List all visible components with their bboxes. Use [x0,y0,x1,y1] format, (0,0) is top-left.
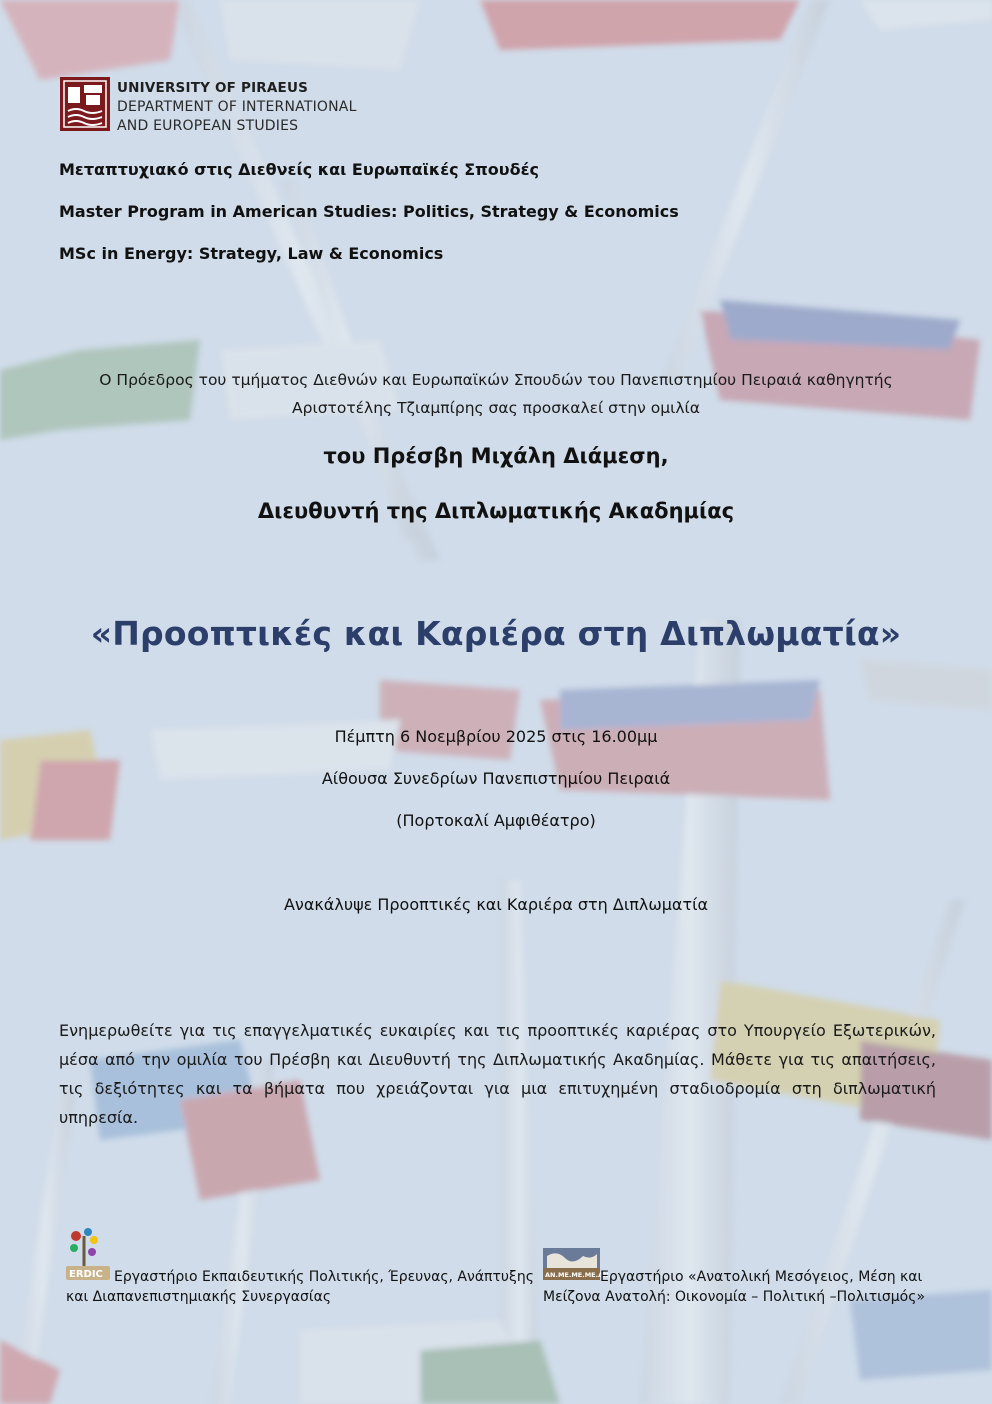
department-name-line1: DEPARTMENT OF INTERNATIONAL [117,99,357,115]
program-title-1: Μεταπτυχιακό στις Διεθνείς και Ευρωπαϊκές Σπουδές [59,160,539,179]
program-title-3: MSc in Energy: Strategy, Law & Economics [59,244,444,263]
event-description: Ενημερωθείτε για τις επαγγελματικές ευκαιρίες και τις προοπτικές καριέρας στο Υπουργείο Εξωτερικών, μέσα από την ομιλία του Πρέσβη και Διευθυντή της Διπλωματικής Ακαδημίας. Μάθετε για τις απαιτήσεις, τις δεξιότητες και τα βήματα που χρειάζονται για μια επιτυχημένη σταδιοδρομία στη διπλωματική υπηρεσία. [59,1021,936,1127]
department-name-line2: AND EUROPEAN STUDIES [117,118,299,134]
erdic-name-line2: και Διαπανεπιστημιακής Συνεργασίας [66,1289,332,1305]
east-med-lab-logo-icon [543,1248,612,1280]
erdic-name-line1: Εργαστήριο Εκπαιδευτικής Πολιτικής, Έρευνας, Ανάπτυξης [114,1269,534,1285]
event-venue: Αίθουσα Συνεδρίων Πανεπιστημίου Πειραιά [321,769,671,788]
invitation-text [40,366,952,422]
university-crest-icon [60,77,110,131]
speaker-name: του Πρέσβη Μιχάλη Διάμεση, [323,444,669,468]
east-med-lab-name-line2: Μείζονα Ανατολή: Οικονομία – Πολιτική –Πολιτισμός» [543,1289,926,1305]
program-title-2: Master Program in American Studies: Politics, Strategy & Economics [59,202,679,221]
university-name: UNIVERSITY OF PIRAEUS [117,80,309,96]
event-date-time: Πέμπτη 6 Νοεμβρίου 2025 στις 16.00μμ [334,727,658,746]
event-room: (Πορτοκαλί Αμφιθέατρο) [396,811,596,830]
invitation-line-2: Αριστοτέλης Τζιαμπίρης σας προσκαλεί στην ομιλία [292,399,700,417]
speaker-role: Διευθυντή της Διπλωματικής Ακαδημίας [257,499,735,523]
university-logo [60,77,380,133]
erdic-logo-icon [66,1228,110,1280]
lecture-title: «Προοπτικές και Καριέρα στη Διπλωματία» [90,614,902,653]
east-med-lab-name-line1: Εργαστήριο «Ανατολική Μεσόγειος, Μέση και [600,1269,923,1285]
erdic-logo-text: ERDIC [69,1269,103,1280]
invitation-line-1: Ο Πρόεδρος του τμήματος Διεθνών και Ευρωπαϊκών Σπουδών του Πανεπιστημίου Πειραιά καθηγητής [99,371,893,389]
event-tagline: Ανακάλυψε Προοπτικές και Καριέρα στη Διπλωματία [283,895,709,914]
east-med-lab-logo-text: ΑΝ.ΜΕ.ΜΕ.ΜΕ.ΑΝ. [545,1271,612,1279]
